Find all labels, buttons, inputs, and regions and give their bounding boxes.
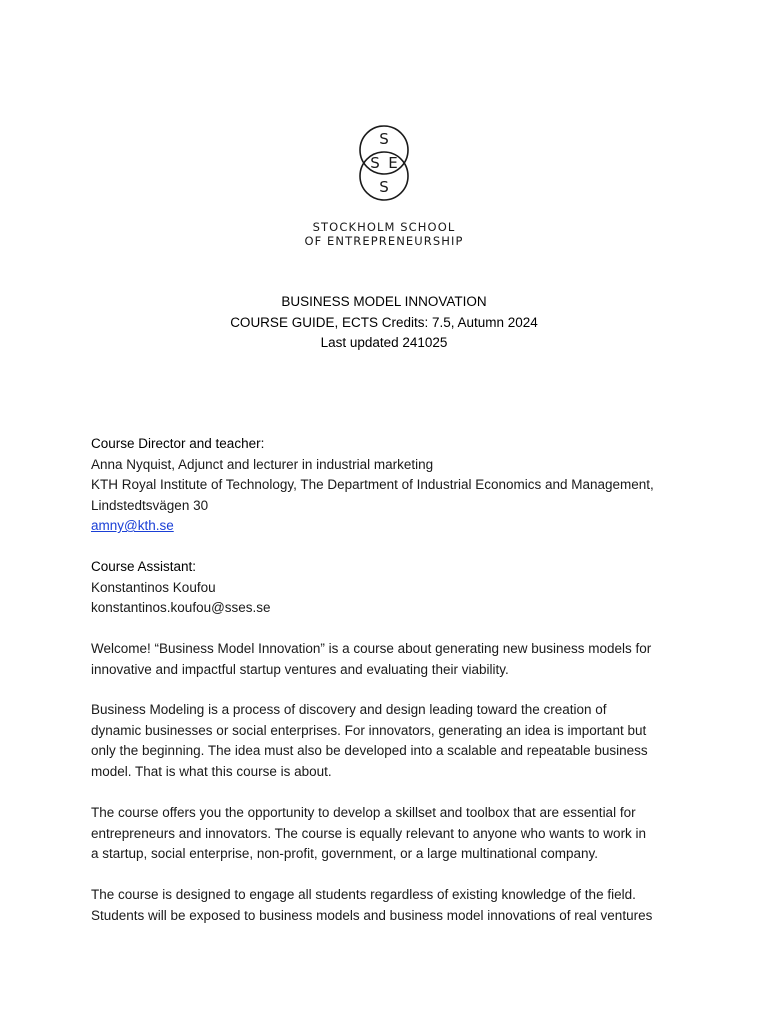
paragraph-line: The course is designed to engage all students regardless of existing knowledge of the field.	[91, 887, 636, 902]
paragraph-line: only the beginning. The idea must also be developed into a scalable and repeatable business	[91, 743, 648, 758]
logo-letter-bottom: S	[379, 178, 389, 196]
course-title: BUSINESS MODEL INNOVATION	[281, 294, 487, 309]
course-director-email-link[interactable]: amny@kth.se	[91, 518, 174, 533]
sses-logo	[352, 124, 416, 202]
org-name-line2: OF ENTREPRENEURSHIP	[304, 234, 464, 248]
course-assistant-section	[91, 557, 691, 619]
course-assistant-name: Konstantinos Koufou	[91, 579, 216, 595]
business-modeling-paragraph	[91, 700, 691, 782]
logo-circles-icon	[352, 124, 416, 202]
paragraph-line: Welcome! “Business Model Innovation” is a course about generating new business models for	[91, 641, 652, 656]
paragraph-line: The course offers you the opportunity to develop a skillset and toolbox that are essential for	[91, 805, 636, 820]
course-director-address: Lindstedtsvägen 30	[91, 497, 209, 513]
org-name-line1: STOCKHOLM SCHOOL	[312, 220, 456, 234]
logo-letter-top: S	[379, 130, 389, 148]
course-director-section	[91, 434, 691, 537]
organization-name	[284, 220, 484, 248]
paragraph-line: Business Modeling is a process of discovery and design leading toward the creation of	[91, 702, 607, 717]
document-title	[90, 292, 678, 354]
paragraph-line: a startup, social enterprise, non-profit, government, or a large multinational company.	[91, 846, 599, 861]
course-offers-paragraph	[91, 803, 691, 865]
paragraph-line: dynamic businesses or social enterprises. For innovators, generating an idea is important but	[91, 722, 647, 738]
course-assistant-email: konstantinos.koufou@sses.se	[91, 600, 271, 615]
welcome-paragraph	[91, 639, 691, 680]
logo-letter-right: E	[388, 154, 398, 172]
paragraph-line: model. That is what this course is about.	[91, 763, 332, 779]
paragraph-line: innovative and impactful startup ventures and evaluating their viability.	[91, 661, 509, 677]
course-guide-subtitle: COURSE GUIDE, ECTS Credits: 7.5, Autumn 2024	[230, 314, 538, 330]
logo-letter-left: S	[370, 154, 380, 172]
course-design-paragraph	[91, 885, 691, 926]
course-director-name: Anna Nyquist, Adjunct and lecturer in industrial marketing	[91, 456, 434, 472]
paragraph-line: Students will be exposed to business models and business model innovations of real ventures	[91, 907, 653, 923]
course-director-heading: Course Director and teacher:	[91, 436, 265, 451]
paragraph-line: entrepreneurs and innovators. The course is equally relevant to anyone who wants to work in	[91, 825, 647, 841]
course-assistant-heading: Course Assistant:	[91, 559, 197, 574]
last-updated: Last updated 241025	[320, 335, 448, 350]
course-director-affiliation: KTH Royal Institute of Technology, The Department of Industrial Economics and Management,	[91, 477, 654, 492]
